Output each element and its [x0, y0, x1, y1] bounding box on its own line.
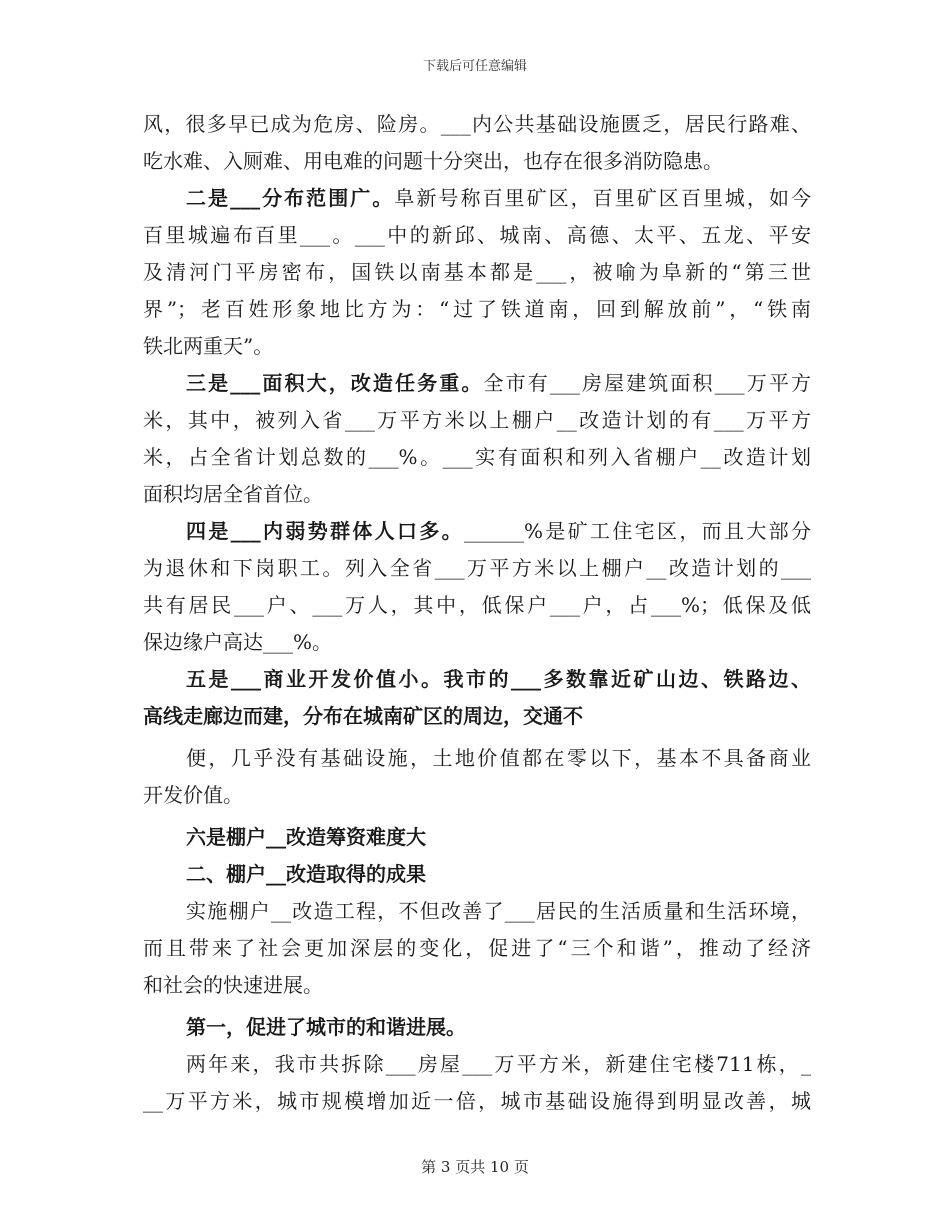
text-line: 和社会的快速进展。 — [143, 973, 323, 997]
text-line: 界”；老百姓形象地比方为：“过了铁道南，回到解放前”，“铁南 — [143, 297, 811, 321]
bold-heading: 五是___商业开发价值小。我市的___多数靠近矿山边、铁路边、 — [186, 667, 811, 691]
bold-heading: 六是棚户__改造筹资难度大 — [186, 825, 426, 849]
text-line: 吃水难、入厕难、用电难的问题十分突出，也存在很多消防隐患。 — [143, 149, 723, 173]
text-line: 而且带来了社会更加深层的变化，促进了“三个和谐”，推动了经济 — [143, 936, 811, 960]
text-line: 及清河门平房密布，国铁以南基本都是___，被喻为阜新的“第三世 — [143, 260, 811, 284]
page-footer: 第 3 页共 10 页 — [421, 1158, 529, 1176]
text-line: 百里城遍布百里___。___中的新邱、城南、高德、太平、五龙、平安 — [143, 223, 811, 247]
bold-heading: 高线走廊边而建，分布在城南矿区的周边，交通不 — [143, 704, 583, 728]
text-span: 全市有___房屋建筑面积___万平方 — [483, 371, 811, 395]
text-line: 铁北两重天”。 — [143, 334, 274, 358]
paragraph-line — [143, 513, 811, 550]
page-header: 下载后可任意编辑 — [422, 59, 527, 74]
text-line: 实施棚户__改造工程，不但改善了___居民的生活质量和生活环境， — [186, 899, 811, 923]
text-line: 为退休和下岗职工。列入全省___万平方米以上棚户__改造计划的___ — [143, 556, 811, 580]
text-line: 面积均居全省首位。 — [143, 482, 323, 506]
bold-heading: 第一，促进了城市的和谐进展。 — [186, 1015, 466, 1039]
bold-heading: 三是___面积大，改造任务重。 — [186, 371, 484, 395]
text-span: 阜新号称百里矿区，百里矿区百里城，如今 — [394, 186, 811, 210]
text-line: 米，其中，被列入省___万平方米以上棚户__改造计划的有___万平方 — [143, 408, 811, 432]
text-line: 两年来，我市共拆除___房屋___万平方米，新建住宅楼711栋，_ — [186, 1052, 811, 1076]
text-line: 保边缘户高达___%。 — [143, 630, 333, 654]
text-line: 开发价值。 — [143, 783, 243, 807]
text-line: 风，很多早已成为危房、险房。___内公共基础设施匮乏，居民行路难、 — [143, 112, 811, 136]
paragraph-line — [143, 365, 811, 402]
text-line: 便，几乎没有基础设施，土地价值都在零以下，基本不具备商业 — [186, 746, 811, 770]
text-span: ______%是矿工住宅区，而且大部分 — [464, 519, 811, 543]
document-body — [143, 106, 811, 1120]
text-line: 米，占全省计划总数的___%。___实有面积和列入省棚户__改造计划 — [143, 445, 811, 469]
section-heading: 二、棚户__改造取得的成果 — [186, 862, 426, 886]
text-line: __万平方米，城市规模增加近一倍，城市基础设施得到明显改善，城 — [143, 1089, 811, 1113]
text-line: 共有居民___户、___万人，其中，低保户___户，占___%；低保及低 — [143, 593, 811, 617]
bold-heading: 二是___分布范围广。 — [186, 186, 395, 210]
paragraph-line — [143, 180, 811, 217]
bold-heading: 四是___内弱势群体人口多。 — [186, 519, 464, 543]
